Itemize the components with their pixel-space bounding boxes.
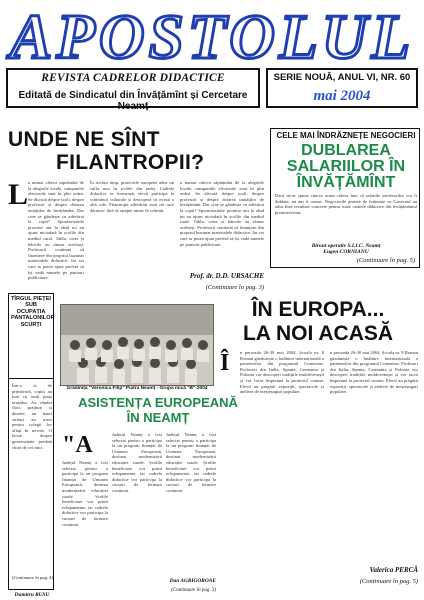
photo-image — [61, 305, 214, 386]
asistenta-headline-line2: ÎN NEAMȚ — [126, 410, 190, 425]
europa-headline-line2: LA NOI ACASĂ — [242, 322, 394, 345]
main-article-body-3: a numai câteva săptămâni de la alegerile locale, campaniile electorale sunt în plin avânt. Se discută despre școli, despre profesori și despre dotarea unităților de învățământ. Dar cine se gândește cu adevărat la copii? Sponsorizările promise ani la rând nu au ajuns niciodată în școlile din mediul rural. Tabla, creta și băncile au rămas aceleași. Profesorii continuă să finanțeze din propriul buzunar materialele didactice. Iar cei care ar putea ajuta preferă să își vadă numele pe panouri publicitare. — [180, 180, 264, 247]
main-article-body-2: În același timp, proiectele europene aduc un suflu nou în școlile din județ. Cadrele didactice se formează, elevii participă la schimburi culturale și descoperă că există o altă cale. Filantropii adevărați sunt cei care dăruiesc fără să aștepte nimic în schimb. — [90, 180, 174, 213]
europa-headline — [218, 298, 418, 346]
negotiations-headline: DUBLAREA SALARIILOR ÎN ÎNVĂȚĂMÎNT — [286, 142, 406, 191]
europa-headline-line1: ÎN EUROPA... — [251, 298, 385, 321]
issue-box — [266, 68, 418, 108]
sidebar-body: Într-o zi de primăvară, copiii au luat cu asalt piața orașului. Au vândut flori, prăjituri și desene, iar banii strânși au mers pentru colegii lor aflați în nevoie. O lecție despre generozitate predată chiar de cei mici. — [12, 383, 52, 450]
main-article-signature: Prof. dr. D.D. URSACHE — [189, 272, 264, 280]
negotiations-continued[interactable]: (Continuare în pag. 5) — [356, 257, 415, 264]
main-headline-line1: UNDE NE SÎNT — [8, 128, 160, 151]
asistenta-col1 — [62, 460, 108, 588]
asistenta-headline-line1: ASISTENȚA EUROPEANĂ — [78, 395, 238, 410]
europa-col2 — [330, 350, 418, 564]
europa-body-1: n perioada 26-30 mai 2004, Școala nr. 8 Roman găzduiește o întâlnire internațională a partenerilor din programul Comenius. Profesori din Italia, Spania, Germania și Polonia vor descoperi tradițiile moldovenești și vor lucra împreună la proiectul comun. Elevii au pregătit expoziții, spectacole și ateliere de meșteșuguri populare. — [240, 350, 324, 395]
asistenta-col3 — [166, 432, 216, 578]
main-headline-line2: FILANTROPII? — [56, 151, 205, 174]
asistenta-signature: Dan AGRIGOROAE — [169, 578, 216, 584]
asistenta-headline — [58, 395, 258, 425]
sidebar-box — [8, 293, 54, 379]
asistenta-continued[interactable]: (Continuare în pag. 3) — [171, 588, 216, 593]
negotiations-kicker: CELE MAI ÎNDRĂZNEȚE NEGOCIERI — [276, 131, 416, 140]
sidebar-title: TÎRGUL PIEȚEI SUB OCUPAȚIA PANTALONILOR SCURȚI — [11, 296, 55, 328]
europa-body-2: n perioada 26-30 mai 2004, Școala nr. 8 Roman găzduiește o întâlnire internațională a partenerilor din programul Comenius. Profesori din Italia, Spania, Germania și Polonia vor descoperi tradițiile moldovenești și vor lucra împreună la proiectul comun. Elevii au pregătit expoziții, spectacole și ateliere de meșteșuguri populare. — [330, 350, 418, 395]
europa-continued[interactable]: (Continuare în pag. 5) — [359, 578, 418, 585]
main-article-col2 — [90, 180, 174, 292]
negotiations-body: Dacă ne-ar spune cineva acum câteva luni că salariile profesorilor vor fi dublate, nu am fi crezut. Negocierile purtate de federație cu Guvernul au adus însă rezultate concrete pentru toate cadrele didactice din învățământul preuniversitar. — [275, 193, 417, 215]
sidebar-continued[interactable]: (Continuare în pag. 4) — [11, 575, 53, 580]
europa-dropcap: Î — [220, 350, 230, 376]
main-headline — [8, 128, 266, 174]
main-article-continued[interactable]: (Continuare în pag. 3) — [205, 284, 264, 291]
sidebar-signature: Dumitru RUSU — [14, 592, 50, 598]
logo-text: APOSTOLUL — [6, 2, 414, 68]
negotiations-signoff-title: Birout operativ S.I.I.C. Neamț — [311, 243, 381, 249]
asistenta-body-3: Județul Neamț a fost selectat pentru a participa la un program finanțat de Uniunea Europeană, destinat modernizării educației rurale. Școlile beneficiare vor primi echipamente, iar cadrele didactice vor participa la cursuri de formare continuă. — [166, 432, 216, 493]
kindergarten-group-photo — [60, 304, 214, 386]
negotiations-signoff-name: Eugen CORNIANU — [323, 249, 369, 255]
publisher-line: Editată de Sindicatul din Învățămînt și Cercetare Neamț — [18, 90, 248, 112]
asistenta-body-1: Județul Neamț a fost selectat pentru a participa la un program finanțat de Uniunea Europeană, destinat modernizării educației rurale. Școlile beneficiare vor primi echipamente, iar cadrele didactice vor participa la cursuri de formare continuă. — [62, 460, 108, 527]
sidebar-article-box — [8, 378, 54, 590]
subtitle-bar — [6, 68, 260, 112]
asistenta-dropcap: "A — [62, 432, 93, 458]
main-dropcap: L — [8, 178, 29, 211]
europa-signature: Valerica PERCĂ — [369, 566, 418, 574]
photo-caption: Grădinița "Veronica Filip" Piatra Neamț - Grupa mică "B"-2004 — [66, 386, 208, 391]
main-article-col1 — [28, 180, 84, 286]
main-article-col3 — [180, 180, 264, 272]
asistenta-body-2: Județul Neamț a fost selectat pentru a participa la un program finanțat de Uniunea Europeană, destinat modernizării educației rurale. Școlile beneficiare vor primi echipamente, iar cadrele didactice vor participa la cursuri de formare continuă. — [112, 432, 162, 493]
asistenta-col2 — [112, 432, 162, 588]
negotiations-signoff — [275, 243, 417, 255]
main-article-body-1: a numai câteva săptămâni de la alegerile locale, campaniile electorale sunt în plin avânt. Se discută despre școli, despre profesori și despre dotarea unităților de învățământ. Dar cine se gândește cu adevărat la copii? Sponsorizările promise ani la rând nu au ajuns niciodată în școlile din mediul rural. Tabla, creta și băncile au rămas aceleași. Profesorii continuă să finanțeze din propriul buzunar materialele didactice. Iar cei care ar putea ajuta preferă să își vadă numele pe panouri publicitare. — [28, 180, 84, 281]
europa-col1 — [240, 350, 324, 580]
masthead — [4, 2, 420, 110]
magazine-subtitle: REVISTA CADRELOR DIDACTICE — [41, 72, 225, 84]
issue-date: mai 2004 — [313, 88, 371, 104]
apostolul-logo — [4, 2, 420, 68]
issue-series: SERIE NOUĂ, ANUL VI, NR. 60 — [273, 72, 411, 83]
negotiations-box — [270, 128, 420, 268]
